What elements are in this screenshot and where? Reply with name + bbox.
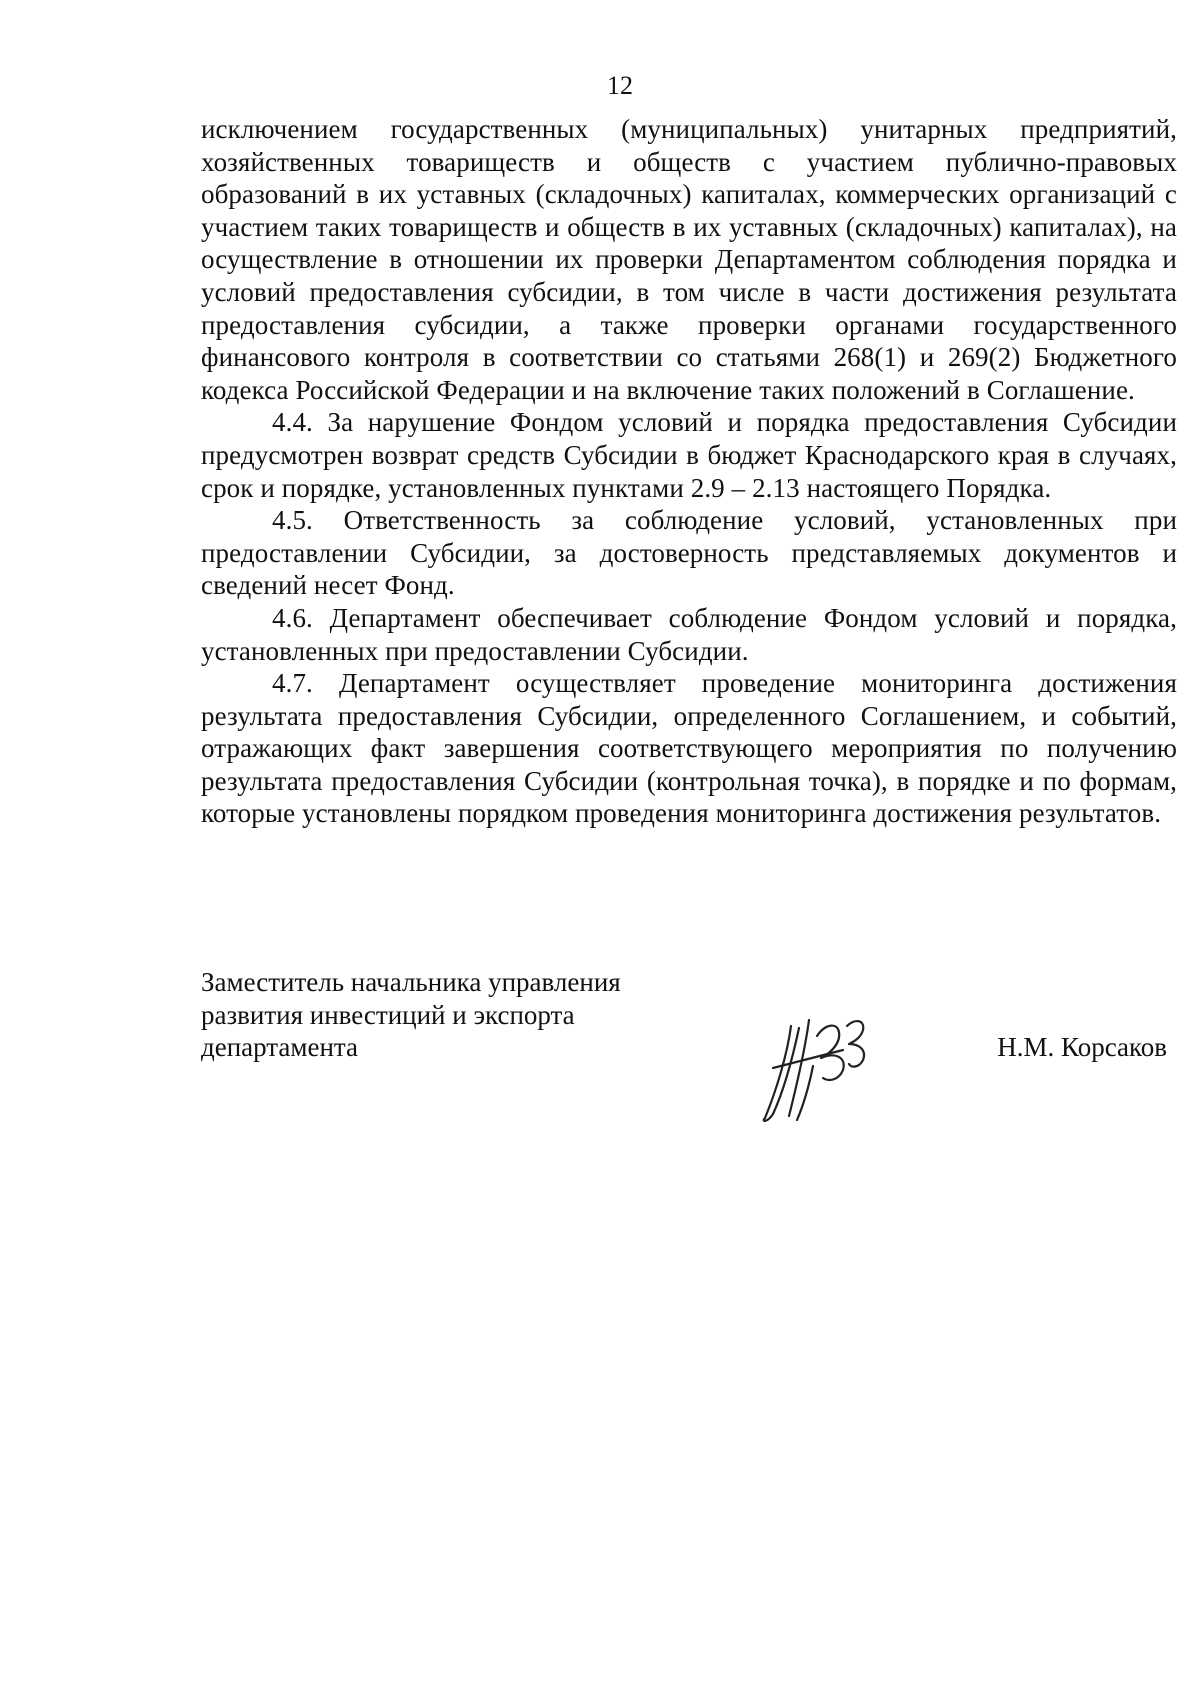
paragraph-4-7: 4.7. Департамент осуществляет проведение мониторинга достижения результата предоставления Субсидии, определенного Соглашением, и событий, отражающих факт завершения соответствующего мероприятия по получению результата предоставления Субсидии (контрольная точка), в порядке и по формам, которые установлены порядком проведения мониторинга достижения результатов. [201, 668, 1177, 829]
paragraph-continuation: исключением государственных (муниципальных) унитарных предприятий, хозяйственных товариществ и обществ с участием публично-правовых образований в их уставных (складочных) капиталах, коммерческих организаций с участием таких товариществ и обществ в их уставных (складочных) капиталах), на осуществление в отношении их проверки Департаментом соблюдения порядка и условий предоставления субсидии, в том числе в части достижения результата предоставления субсидии, а также проверки органами государственного финансового контроля в соответствии со статьями 268(1) и 269(2) Бюджетного кодекса Российской Федерации и на включение таких положений в Соглашение. [201, 114, 1177, 405]
paragraph-4-4: 4.4. За нарушение Фондом условий и порядка предоставления Субсидии предусмотрен возврат средств Субсидии в бюджет Краснодарского края в случаях, срок и порядке, установленных пунктами 2.9 – 2.13 настоящего Порядка. [201, 407, 1177, 503]
page-number: 12 [607, 71, 633, 100]
handwritten-signature [751, 1006, 901, 1126]
signatory-position-line: Заместитель начальника управления [201, 967, 621, 997]
paragraph-4-5: 4.5. Ответственность за соблюдение условий, установленных при предоставлении Субсидии, за достоверность представляемых документов и сведений несет Фонд. [201, 505, 1177, 601]
signature-block [201, 966, 1177, 1126]
signatory-position-line: развития инвестиций и экспорта [201, 999, 575, 1030]
signatory-position [201, 966, 721, 1064]
signatory-position-line: департамента [201, 1032, 359, 1063]
document-body [201, 113, 1177, 830]
signatory-name: Н.М. Корсаков [997, 1032, 1167, 1062]
paragraph-4-6: 4.6. Департамент обеспечивает соблюдение Фондом условий и порядка, установленных при предоставлении Субсидии. [201, 602, 1177, 666]
